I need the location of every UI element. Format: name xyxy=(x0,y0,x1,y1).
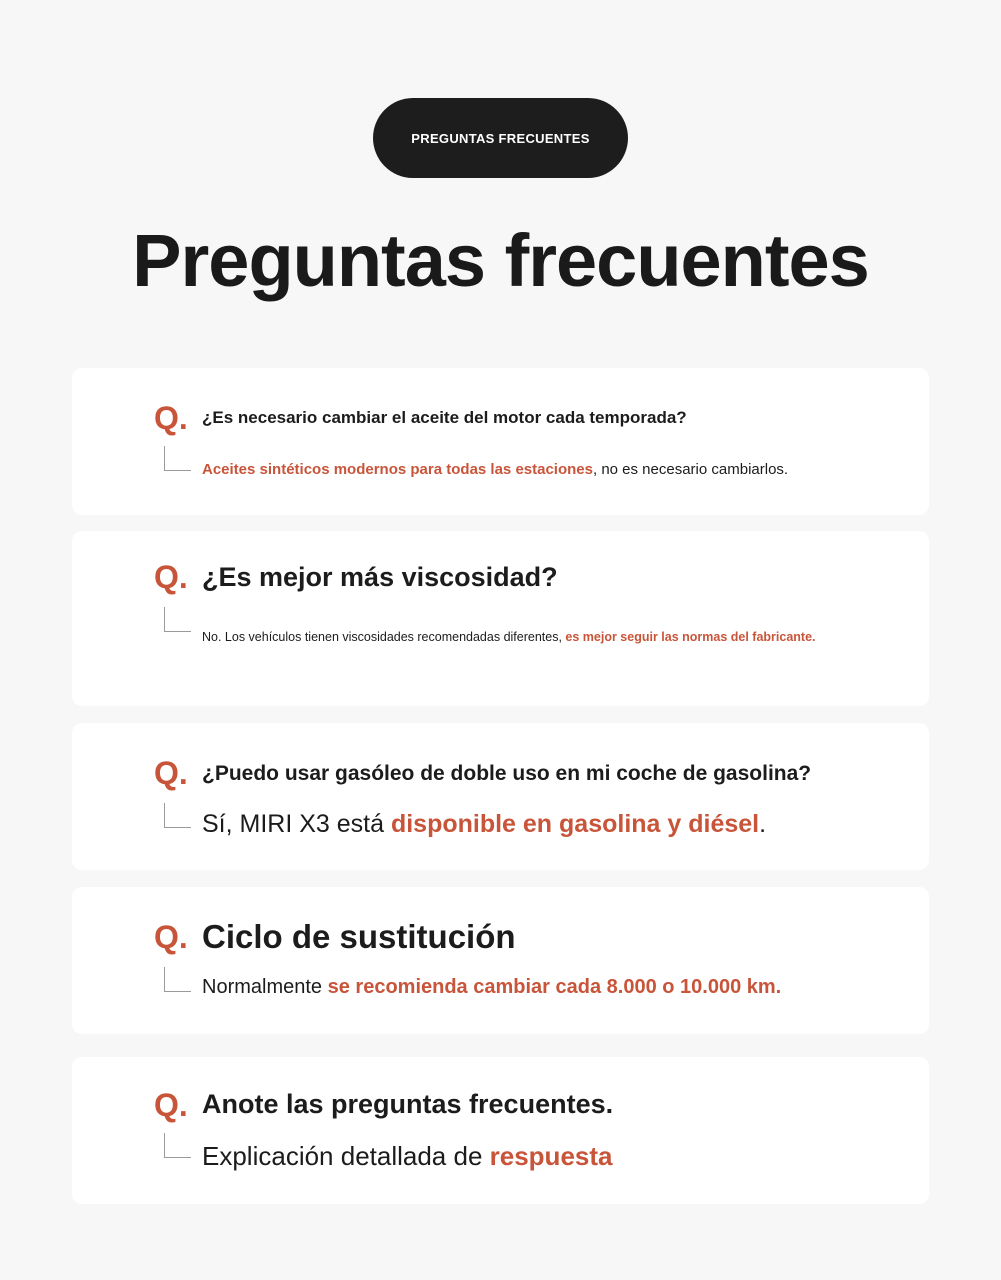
answer-connector-icon xyxy=(164,967,191,992)
faq-answer xyxy=(202,809,766,839)
faq-answer xyxy=(202,461,788,479)
faq-item-3 xyxy=(72,723,929,870)
faq-question: Ciclo de sustitución xyxy=(202,918,516,955)
section-badge-label: PREGUNTAS FRECUENTES xyxy=(411,130,590,146)
answer-highlight: disponible en gasolina y diésel xyxy=(390,810,760,838)
answer-text: Explicación detallada de xyxy=(202,1141,490,1171)
answer-text: Normalmente xyxy=(202,976,328,998)
faq-item-2 xyxy=(72,531,929,706)
answer-text: No. Los vehículos tienen viscosidades recomendadas diferentes, xyxy=(202,630,566,644)
section-badge xyxy=(373,98,628,178)
q-marker: Q. xyxy=(154,400,188,436)
faq-answer xyxy=(202,630,816,645)
answer-suffix: . xyxy=(759,810,767,838)
faq-item-4 xyxy=(72,887,929,1034)
faq-item-5 xyxy=(72,1057,929,1204)
q-marker: Q. xyxy=(154,1087,188,1123)
faq-question: Anote las preguntas frecuentes. xyxy=(202,1089,614,1119)
answer-text: , no es necesario cambiarlos. xyxy=(592,461,789,478)
faq-question: ¿Es mejor más viscosidad? xyxy=(202,562,558,592)
q-marker: Q. xyxy=(154,559,188,595)
answer-text: Sí, MIRI X3 está xyxy=(202,810,391,838)
faq-item-1 xyxy=(72,368,929,515)
answer-connector-icon xyxy=(164,446,191,471)
q-marker: Q. xyxy=(154,755,188,791)
answer-connector-icon xyxy=(164,803,191,828)
answer-highlight: respuesta xyxy=(489,1141,613,1171)
faq-answer xyxy=(202,975,781,999)
answer-connector-icon xyxy=(164,607,191,632)
faq-question: ¿Puedo usar gasóleo de doble uso en mi coche de gasolina? xyxy=(202,762,812,785)
faq-answer xyxy=(202,1141,612,1172)
answer-highlight: se recomienda cambiar cada 8.000 o 10.000 km. xyxy=(327,976,782,998)
answer-connector-icon xyxy=(164,1133,191,1158)
page-title: Preguntas frecuentes xyxy=(132,219,869,302)
answer-highlight: es mejor seguir las normas del fabricante. xyxy=(565,630,816,644)
answer-highlight: Aceites sintéticos modernos para todas las estaciones xyxy=(202,461,593,478)
q-marker: Q. xyxy=(154,919,188,955)
faq-question: ¿Es necesario cambiar el aceite del motor cada temporada? xyxy=(202,408,687,427)
